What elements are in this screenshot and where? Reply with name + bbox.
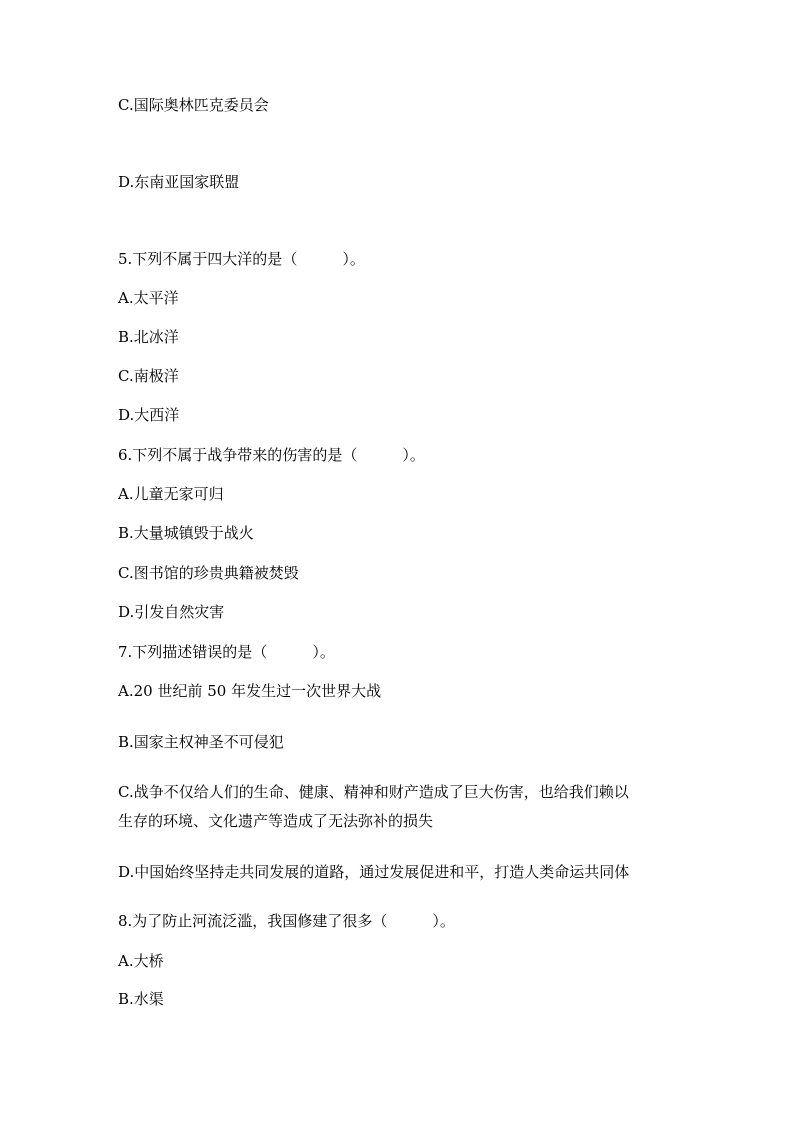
q5-question: 5.下列不属于四大洋的是（ ）。 bbox=[118, 250, 365, 268]
q7-option-d: D.中国始终坚持走共同发展的道路，通过发展促进和平，打造人类命运共同体 bbox=[118, 863, 630, 881]
q6-option-d: D.引发自然灾害 bbox=[118, 603, 225, 621]
q7-question: 7.下列描述错误的是（ ）。 bbox=[118, 643, 335, 661]
q5-option-d: D.大西洋 bbox=[118, 406, 180, 424]
q5-option-b: B.北冰洋 bbox=[118, 328, 179, 346]
q7-option-c-line2: 生存的环境、文化遗产等造成了无法弥补的损失 bbox=[118, 812, 434, 830]
q6-option-b: B.大量城镇毁于战火 bbox=[118, 524, 254, 542]
q7-option-c-line1: C.战争不仅给人们的生命、健康、精神和财产造成了巨大伤害，也给我们赖以 bbox=[118, 783, 629, 801]
q7-option-b: B.国家主权神圣不可侵犯 bbox=[118, 733, 284, 751]
q7-option-a: A.20 世纪前 50 年发生过一次世界大战 bbox=[118, 682, 382, 700]
q8-question: 8.为了防止河流泛滥，我国修建了很多（ ）。 bbox=[118, 912, 455, 930]
q8-option-a: A.大桥 bbox=[118, 952, 164, 970]
q6-option-a: A.儿童无家可归 bbox=[118, 485, 224, 503]
q5-option-a: A.太平洋 bbox=[118, 289, 179, 307]
q6-option-c: C.图书馆的珍贵典籍被焚毁 bbox=[118, 564, 299, 582]
q8-option-b: B.水渠 bbox=[118, 990, 164, 1008]
q6-question: 6.下列不属于战争带来的伤害的是（ ）。 bbox=[118, 446, 425, 464]
q5-option-c: C.南极洋 bbox=[118, 367, 179, 385]
q4-option-c: C.国际奥林匹克委员会 bbox=[118, 96, 269, 114]
q4-option-d: D.东南亚国家联盟 bbox=[118, 173, 240, 191]
